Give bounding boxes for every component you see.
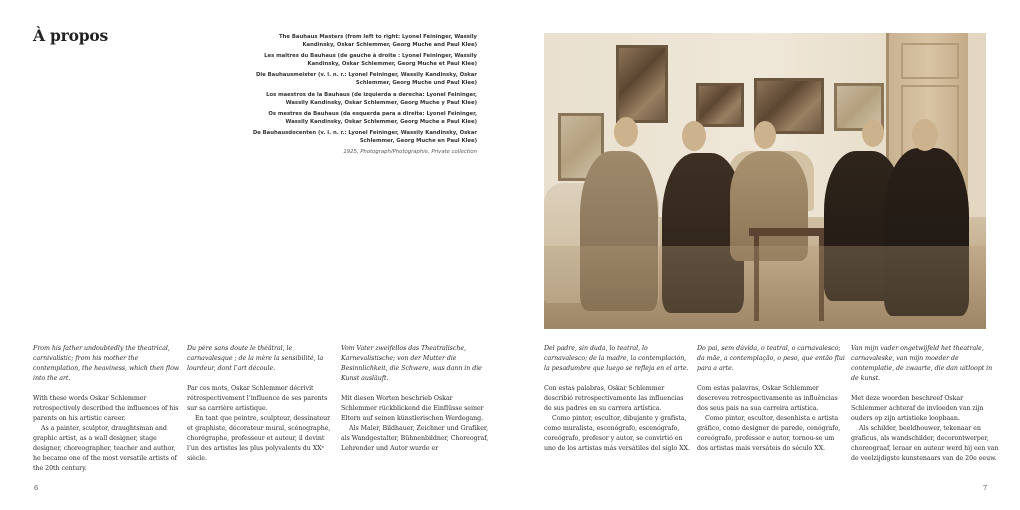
text-column-nl xyxy=(851,344,999,464)
page-title: À propos xyxy=(33,26,109,45)
paragraph-en-1: With these words Oskar Schlemmer retrospectively described the influences of his parents on his artistic career. xyxy=(33,395,179,422)
paragraph-en-2: As a painter, sculptor, draughtsman and graphic artist, as a wall designer, stage designer, choreographer, teacher and author, he became one of the most versatile artists of the 20th century. xyxy=(33,425,177,472)
painting-1 xyxy=(616,45,668,123)
page-number-right: 7 xyxy=(983,484,988,492)
person-schlemmer xyxy=(730,151,808,261)
paragraph-fr-1: Par ces mots, Oskar Schlemmer décrivit rétrospectivement l’influence de ses parents sur sa carrière artistique. xyxy=(187,385,328,412)
bauhaus-masters-photo xyxy=(544,33,986,329)
caption-fr: Les maîtres du Bauhaus (de gauche à droite : Lyonel Feininger, Wassily Kandinsky, Oskar Schlemmer, Georg Muche et Paul Klee) xyxy=(264,53,477,68)
paragraph-nl-2: Als schilder, beeldhouwer, tekenaar en graficus, als wandschilder, decorontwerper, choreograaf, leraar en auteur werd hij een van de veelzijdigste kunstenaars van de 20e eeuw. xyxy=(851,425,999,462)
photo-floor xyxy=(544,246,986,329)
page-number-left: 6 xyxy=(34,484,39,492)
quote-pt: Do pai, sem dúvida, o teatral, o carnavalesco; da mãe, a contemplação, o peso, que então flui para a arte. xyxy=(697,345,845,372)
paragraph-de-2: Als Maler, Bildhauer, Zeichner und Grafiker, als Wandgestalter, Bühnenbildner, Choreograf, Lehrender und Autor wurde er xyxy=(341,425,489,452)
paragraph-fr-2: En tant que peintre, sculpteur, dessinateur et graphiste, décorateur mural, scénographe, chorégraphe, professeur et auteur, il devint l’un des artistes les plus polyvalents du XXᵉ siècle. xyxy=(187,415,331,462)
quote-es: Del padre, sin duda, lo teatral, lo carnavalesco; de la madre, la contemplación, la pesadumbre que luego se refleja en el arte. xyxy=(544,345,689,372)
paragraph-pt-1: Com estas palavras, Oskar Schlemmer descreveu retrospectivamente as influências dos seus pais na sua carreira artística. xyxy=(697,385,838,412)
caption-nl: De Bauhausdocenten (v. l. n. r.: Lyonel Feininger, Wassily Kandinsky, Oskar Schlemmer, Georg Muche en Paul Klee) xyxy=(252,129,477,145)
caption-pt: Os mestres da Bauhaus (da esquerda para a direita: Lyonel Feininger, Wassily Kandinsky, Oskar Schlemmer, Georg Muche e Paul Klee) xyxy=(268,110,477,125)
text-column-en xyxy=(33,344,181,474)
photo-credit: 1925, Photograph/Photographie, Private collection xyxy=(343,149,477,156)
paragraph-es-1: Con estas palabras, Oskar Schlemmer describió retrospectivamente las influencias de sus padres en su carrera artística. xyxy=(544,385,684,412)
caption-en: The Bauhaus Masters (from left to right: Lyonel Feininger, Wassily Kandinsky, Oskar Schlemmer, Georg Muche and Paul Klee) xyxy=(279,34,477,49)
text-column-es xyxy=(544,344,692,454)
photo-caption-block xyxy=(250,33,477,156)
quote-de: Vom Vater zweifellos das Theatralische, Karnevalistische; von der Mutter die Besinnlichkeit, die Schwere, was dann in die Kunst ausläuft. xyxy=(341,345,482,382)
text-column-pt xyxy=(697,344,845,454)
paragraph-de-1: Mit diesen Worten beschrieb Oskar Schlemmer rückblickend die Einflüsse seiner Eltern auf seinen künstlerischen Werdegang. xyxy=(341,395,484,422)
paragraph-es-2: Como pintor, escultor, dibujante y grafista, como muralista, escenógrafo, escenógrafo, coreógrafo, profesor y autor, se convirtió en uno de los artistas más versátiles del siglo XX. xyxy=(544,415,690,452)
quote-en: From his father undoubtedly the theatrical, carnivalistic; from his mother the contemplation, the heaviness, which then flow into the art. xyxy=(33,345,180,382)
photo-table xyxy=(749,228,829,236)
quote-nl: Van mijn vader ongetwijfeld het theatrale, carnavaleske, van mijn moeder de contemplatie, de zwaarte, die dan uitloopt in de kunst. xyxy=(851,345,993,382)
caption-de: Die Bauhausmeister (v. l. n. r.: Lyonel Feininger, Wassily Kandinsky, Oskar Schlemmer, Georg Muche und Paul Klee) xyxy=(256,72,477,87)
paragraph-nl-1: Met deze woorden beschreef Oskar Schlemmer achteraf de invloeden van zijn ouders op zijn artistieke loopbaan. xyxy=(851,395,984,422)
paragraph-pt-2: Como pintor, escultor, desenhista e artista gráfico, como designer de parede, cenógrafo, coreógrafo, professor e autor, tornou-se um dos artistas mais versáteis do século XX. xyxy=(697,415,841,452)
text-column-fr xyxy=(187,344,335,464)
quote-fr: Du père sans doute le théâtral, le carnavalesque ; de la mère la sensibilité, la lourdeur, dont l’art découle. xyxy=(187,345,324,372)
text-column-de xyxy=(341,344,489,454)
caption-es: Los maestros de la Bauhaus (de izquierda a derecha: Lyonel Feininger, Wassily Kandinsky, Oskar Schlemmer, Georg Muche y Paul Klee) xyxy=(266,91,477,106)
painting-3 xyxy=(696,83,744,127)
